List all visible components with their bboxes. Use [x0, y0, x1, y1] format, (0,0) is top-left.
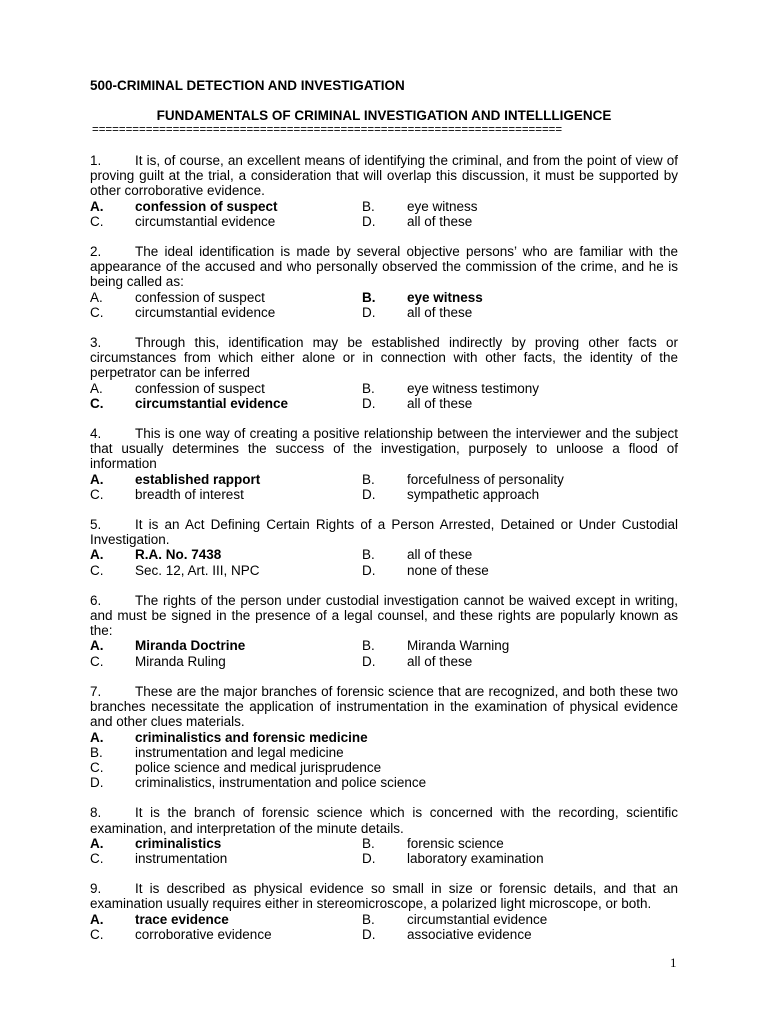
option-letter: B. [362, 198, 375, 214]
question-text: It is, of course, an excellent means of identifying the criminal, and from the point of view of proving guilt at the trial, a consideration that will overlap this discussion, it must be supported by other corroborative evidence. [90, 153, 678, 199]
answer-options [90, 730, 678, 791]
question-text: It is the branch of forensic science which is concerned with the recording, scientific examination, and interpretation of the minute details. [90, 805, 678, 836]
option-letter: A. [90, 380, 103, 396]
option-text: forensic science [407, 835, 504, 851]
question-number: 4. [90, 426, 102, 442]
answer-options [90, 547, 678, 577]
option-text: circumstantial evidence [135, 213, 276, 229]
question-stem [90, 426, 678, 472]
option-text-answer: Miranda Doctrine [135, 638, 246, 654]
option-letter: A. [90, 547, 104, 563]
option-text: circumstantial evidence [407, 911, 548, 927]
option-letter: D. [362, 562, 376, 578]
question-item [90, 805, 678, 866]
option-text: all of these [407, 395, 473, 411]
question-item [90, 517, 678, 578]
option-text: all of these [407, 653, 473, 669]
answer-options [90, 638, 678, 668]
option-letter: A. [90, 638, 104, 654]
question-stem [90, 593, 678, 639]
option-text: corroborative evidence [135, 926, 272, 942]
option-text: instrumentation and legal medicine [135, 744, 344, 760]
question-stem [90, 244, 678, 290]
option-text: Miranda Ruling [135, 653, 226, 669]
option-text: forcefulness of personality [407, 471, 564, 487]
option-letter: B. [362, 547, 375, 563]
option-text-answer: confession of suspect [135, 198, 278, 214]
question-stem [90, 335, 678, 381]
option-text: associative evidence [407, 926, 532, 942]
option-text: eye witness testimony [407, 380, 540, 396]
option-letter: D. [362, 926, 376, 942]
option-letter: A. [90, 729, 104, 745]
answer-options [90, 472, 678, 502]
option-letter: D. [90, 775, 104, 791]
course-title: 500-CRIMINAL DETECTION AND INVESTIGATION [90, 78, 405, 93]
question-item [90, 426, 678, 502]
option-letter: D. [362, 850, 376, 866]
option-text: confession of suspect [135, 289, 265, 305]
option-text: breadth of interest [135, 486, 244, 502]
option-letter: B. [362, 911, 375, 927]
option-letter: B. [362, 835, 375, 851]
option-letter: C. [90, 213, 104, 229]
question-stem [90, 805, 678, 835]
option-letter: C. [90, 486, 104, 502]
question-stem [90, 517, 678, 547]
option-letter: B. [362, 638, 375, 654]
answer-options [90, 912, 678, 942]
option-letter: C. [90, 562, 104, 578]
option-text: instrumentation [135, 850, 228, 866]
option-letter: C. [90, 653, 104, 669]
option-text-answer: established rapport [135, 471, 261, 487]
answer-options [90, 381, 678, 411]
option-text-answer: eye witness [407, 289, 483, 305]
question-number: 2. [90, 244, 102, 260]
question-text: This is one way of creating a positive relationship between the interviewer and the subject that usually determines the success of the investigation, purposely to unloose a flood of information [90, 426, 678, 472]
question-text: Through this, identification may be established indirectly by proving other facts or circumstances from which either alone or in connection with other facts, the identity of the perpetrator can be inferred [90, 335, 678, 381]
question-text: The ideal identification is made by several objective persons’ who are familiar with the appearance of the accused and who personally observed the commission of the crime, and he is being called as: [90, 244, 678, 290]
question-stem [90, 881, 678, 911]
option-letter: B. [362, 471, 375, 487]
question-text: It is described as physical evidence so small in size or forensic details, and that an examination usually requires either in stereomicroscope, a polarized light microscope, or both. [90, 881, 678, 912]
option-text: laboratory examination [407, 850, 544, 866]
option-text: all of these [407, 213, 473, 229]
option-text: none of these [407, 562, 489, 578]
option-letter: D. [362, 395, 376, 411]
question-stem [90, 684, 678, 730]
answer-options [90, 836, 678, 866]
option-letter: A. [90, 471, 104, 487]
option-text: confession of suspect [135, 380, 265, 396]
option-letter: A. [90, 198, 104, 214]
question-text: These are the major branches of forensic science that are recognized, and both these two branches necessitate the application of instrumentation in the examination of physical evidence and other clues materials. [90, 683, 678, 730]
option-letter: D. [362, 213, 376, 229]
option-text: circumstantial evidence [135, 304, 276, 320]
option-letter: C. [90, 304, 104, 320]
question-text: The rights of the person under custodial investigation cannot be waived except in writing, and must be signed in the presence of a legal counsel, and these rights are popularly known as the: [90, 592, 678, 639]
document-subtitle: FUNDAMENTALS OF CRIMINAL INVESTIGATION AND INTELLLIGENCE [156, 108, 612, 123]
question-number: 5. [90, 517, 102, 533]
document-page [90, 78, 678, 957]
option-text: Sec. 12, Art. III, NPC [135, 562, 260, 578]
question-item [90, 684, 678, 790]
option-text-answer: trace evidence [135, 911, 229, 927]
question-text: It is an Act Defining Certain Rights of a Person Arrested, Detained or Under Custodial Investigation. [90, 517, 678, 548]
option-letter: D. [362, 486, 376, 502]
page-number: 1 [670, 955, 677, 970]
option-text: all of these [407, 547, 473, 563]
option-letter: D. [362, 304, 376, 320]
option-letter: A. [90, 835, 104, 851]
option-letter: A. [90, 911, 104, 927]
question-list [90, 153, 678, 942]
option-text: all of these [407, 304, 473, 320]
option-text: eye witness [407, 198, 478, 214]
question-number: 6. [90, 592, 102, 608]
option-text-answer: criminalistics [135, 835, 222, 851]
option-letter: C. [90, 759, 104, 775]
question-item [90, 153, 678, 229]
question-number: 3. [90, 335, 102, 351]
separator-rule: ====================================================================== [92, 124, 563, 136]
question-number: 7. [90, 683, 102, 699]
question-item [90, 881, 678, 942]
question-item [90, 335, 678, 411]
option-letter: C. [90, 926, 104, 942]
option-letter: B. [362, 289, 376, 305]
question-number: 1. [90, 153, 102, 168]
option-letter: B. [90, 744, 103, 760]
question-stem [90, 153, 678, 199]
answer-options [90, 290, 678, 320]
question-item [90, 244, 678, 320]
option-letter: C. [90, 850, 104, 866]
option-text: police science and medical jurisprudence [135, 759, 382, 775]
option-text: sympathetic approach [407, 486, 540, 502]
option-letter: A. [90, 289, 103, 305]
option-letter: D. [362, 653, 376, 669]
option-text-answer: criminalistics and forensic medicine [135, 729, 368, 745]
question-number: 8. [90, 805, 102, 821]
option-text: Miranda Warning [407, 638, 510, 654]
question-item [90, 593, 678, 669]
option-text: criminalistics, instrumentation and police science [135, 775, 427, 791]
option-letter: C. [90, 395, 104, 411]
option-text-answer: R.A. No. 7438 [135, 547, 222, 563]
answer-options [90, 199, 678, 229]
option-letter: B. [362, 380, 375, 396]
option-text-answer: circumstantial evidence [135, 395, 289, 411]
question-number: 9. [90, 881, 102, 897]
